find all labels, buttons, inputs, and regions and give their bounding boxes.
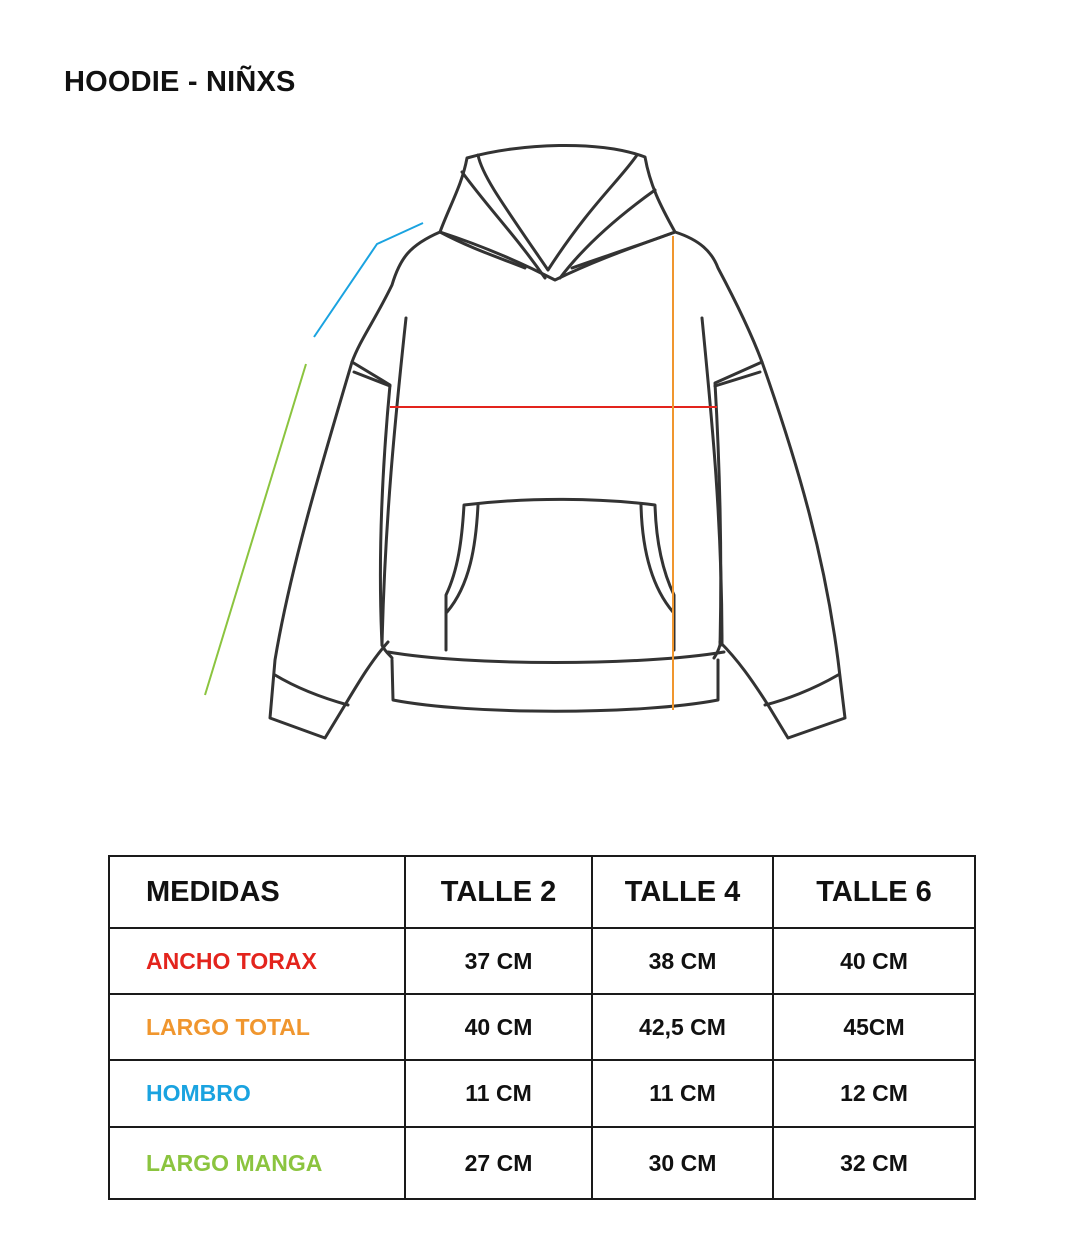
table-header-row	[109, 856, 975, 928]
value-cell: 32 CM	[773, 1127, 975, 1199]
sleeve-left-cuff	[275, 675, 348, 705]
value-cell: 12 CM	[773, 1060, 975, 1127]
seam-left	[382, 318, 406, 645]
value-cell: 30 CM	[592, 1127, 773, 1199]
value-cell: 11 CM	[405, 1060, 592, 1127]
hood-drape-left	[440, 232, 525, 268]
header-talle-2: TALLE 2	[405, 856, 592, 928]
label-hombro: HOMBRO	[109, 1060, 405, 1127]
value-cell: 42,5 CM	[592, 994, 773, 1060]
hood-drape-right	[572, 232, 675, 268]
waistband	[392, 660, 718, 711]
table-row	[109, 1127, 975, 1199]
table-row	[109, 994, 975, 1060]
body-outline	[352, 232, 440, 658]
hood-inner-left	[462, 172, 545, 278]
header-medidas: MEDIDAS	[109, 856, 405, 928]
largo-manga-line	[205, 364, 306, 695]
sleeve-right-cuff	[765, 675, 838, 705]
header-talle-6: TALLE 6	[773, 856, 975, 928]
size-table	[108, 855, 976, 1200]
label-ancho-torax: ANCHO TORAX	[109, 928, 405, 994]
value-cell: 45CM	[773, 994, 975, 1060]
value-cell: 11 CM	[592, 1060, 773, 1127]
table-row	[109, 928, 975, 994]
header-talle-4: TALLE 4	[592, 856, 773, 928]
pocket-outline	[446, 499, 674, 650]
value-cell: 27 CM	[405, 1127, 592, 1199]
value-cell: 40 CM	[773, 928, 975, 994]
value-cell: 37 CM	[405, 928, 592, 994]
table-row	[109, 1060, 975, 1127]
hood-outline	[440, 145, 675, 280]
value-cell: 40 CM	[405, 994, 592, 1060]
label-largo-manga: LARGO MANGA	[109, 1127, 405, 1199]
body-outline-right	[675, 232, 762, 658]
page-title: HOODIE - NIÑXS	[64, 66, 296, 98]
value-cell: 38 CM	[592, 928, 773, 994]
label-largo-total: LARGO TOTAL	[109, 994, 405, 1060]
